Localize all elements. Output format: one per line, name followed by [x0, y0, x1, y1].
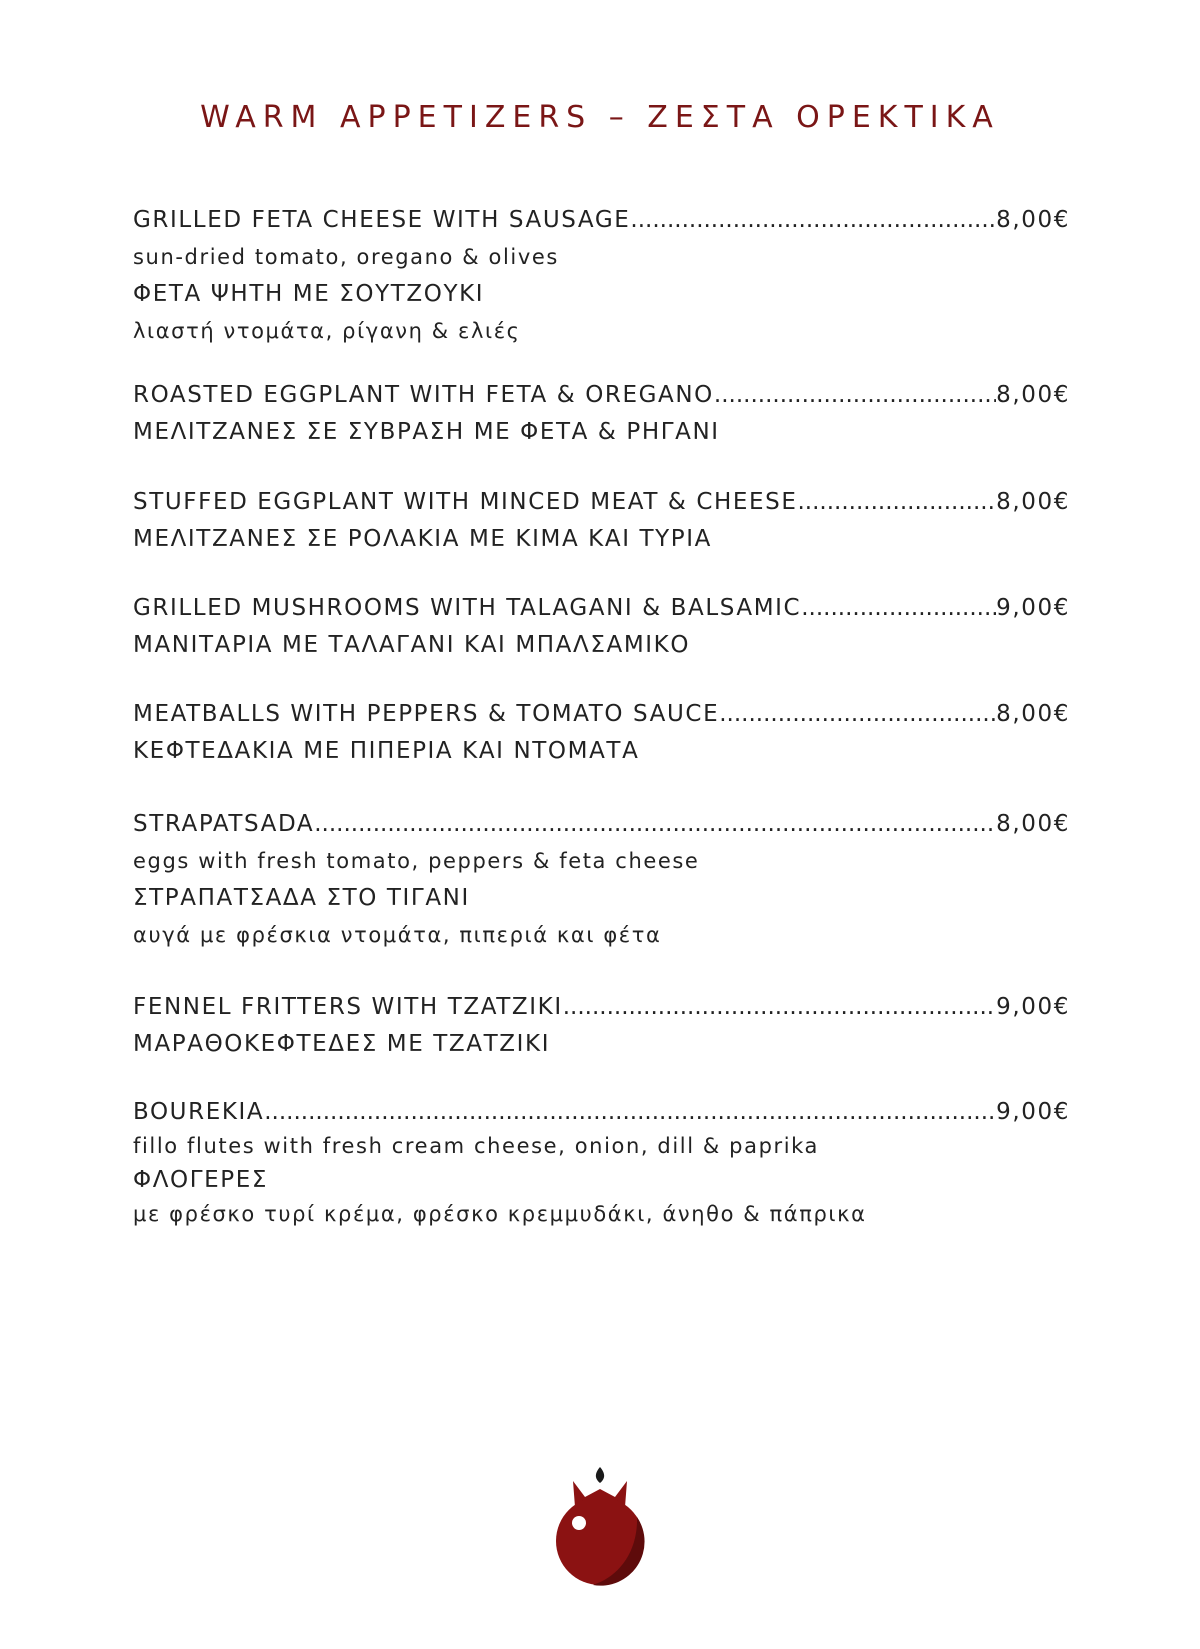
- pomegranate-icon: [553, 1467, 647, 1587]
- item-name: ROASTED EGGPLANT WITH FETA & OREGANO: [133, 382, 714, 408]
- item-name: GRILLED FETA CHEESE WITH SAUSAGE: [133, 207, 631, 233]
- dot-leader: [563, 992, 996, 1022]
- dot-leader: [264, 1097, 996, 1127]
- menu-item-line: [133, 380, 1070, 410]
- item-greek-name: ΦΕΤΑ ΨΗΤΗ ΜΕ ΣΟΥΤΖΟΥΚΙ: [133, 281, 485, 307]
- item-greek-description: με φρέσκο τυρί κρέμα, φρέσκο κρεμμυδάκι, άνηθο & πάπρικα: [133, 1202, 867, 1226]
- item-name: GRILLED MUSHROOMS WITH TALAGANI & BALSAMIC: [133, 595, 802, 621]
- dot-leader: [630, 205, 996, 235]
- item-name: FENNEL FRITTERS WITH TZATZIKI: [133, 994, 563, 1020]
- item-greek-description: λιαστή ντομάτα, ρίγανη & ελιές: [133, 319, 521, 343]
- item-price: 9,00€: [996, 595, 1070, 621]
- menu-item: [133, 487, 1070, 554]
- item-greek-name: ΣΤΡΑΠΑΤΣΑΔΑ ΣΤΟ ΤΙΓΑΝΙ: [133, 885, 470, 911]
- menu-item-line: [133, 992, 1070, 1022]
- item-price: 8,00€: [996, 382, 1070, 408]
- menu-item: [133, 380, 1070, 447]
- menu-item: [133, 809, 1070, 950]
- menu-item: [133, 1097, 1070, 1229]
- dot-leader: [714, 380, 996, 410]
- item-greek-name: ΜΕΛΙΤΖΑΝΕΣ ΣΕ ΣΥΒΡΑΣΗ ΜΕ ΦΕΤΑ & ΡΗΓΑΝΙ: [133, 419, 720, 445]
- item-description: eggs with fresh tomato, peppers & feta cheese: [133, 849, 700, 873]
- item-greek-description: αυγά με φρέσκια ντομάτα, πιπεριά και φέτα: [133, 923, 662, 947]
- menu-item-line: [133, 699, 1070, 729]
- menu-item: [133, 593, 1070, 660]
- item-description: sun-dried tomato, oregano & olives: [133, 245, 559, 269]
- item-name: STUFFED EGGPLANT WITH MINCED MEAT & CHEESE: [133, 489, 798, 515]
- item-price: 8,00€: [996, 207, 1070, 233]
- dot-leader: [801, 593, 996, 623]
- menu-item-line: [133, 593, 1070, 623]
- item-name: STRAPATSADA: [133, 811, 315, 837]
- page-title: WARM APPETIZERS – ΖΕΣΤΑ ΟΡΕΚΤΙΚΑ: [200, 100, 1000, 135]
- item-greek-name: ΜΑΝΙΤΑΡΙΑ ΜΕ ΤΑΛΑΓΑΝΙ ΚΑΙ ΜΠΑΛΣΑΜΙΚΟ: [133, 632, 691, 658]
- item-price: 8,00€: [996, 489, 1070, 515]
- item-description: fillo flutes with fresh cream cheese, onion, dill & paprika: [133, 1134, 820, 1158]
- item-price: 9,00€: [996, 1099, 1070, 1125]
- item-greek-name: ΜΕΛΙΤΖΑΝΕΣ ΣΕ ΡΟΛΑΚΙΑ ΜΕ ΚΙΜΑ ΚΑΙ ΤΥΡΙΑ: [133, 526, 712, 552]
- menu-item-line: [133, 205, 1070, 235]
- item-greek-name: ΜΑΡΑΘΟΚΕΦΤΕΔΕΣ ΜΕ ΤΖΑΤΖΙΚΙ: [133, 1031, 551, 1057]
- menu-item: [133, 699, 1070, 766]
- item-price: 8,00€: [996, 701, 1070, 727]
- dot-leader: [314, 809, 996, 839]
- item-price: 8,00€: [996, 811, 1070, 837]
- dot-leader: [798, 487, 997, 517]
- menu-item-line: [133, 487, 1070, 517]
- item-name: MEATBALLS WITH PEPPERS & TOMATO SAUCE: [133, 701, 720, 727]
- item-price: 9,00€: [996, 994, 1070, 1020]
- item-name: BOUREKIA: [133, 1099, 265, 1125]
- item-greek-name: ΦΛΟΓΕΡΕΣ: [133, 1167, 269, 1193]
- menu-item-line: [133, 809, 1070, 839]
- dot-leader: [719, 699, 996, 729]
- item-greek-name: ΚΕΦΤΕΔΑΚΙΑ ΜΕ ΠΙΠΕΡΙΑ ΚΑΙ ΝΤΟΜΑΤΑ: [133, 738, 640, 764]
- menu-item: [133, 992, 1070, 1059]
- menu-item-line: [133, 1097, 1070, 1127]
- menu-item: [133, 205, 1070, 346]
